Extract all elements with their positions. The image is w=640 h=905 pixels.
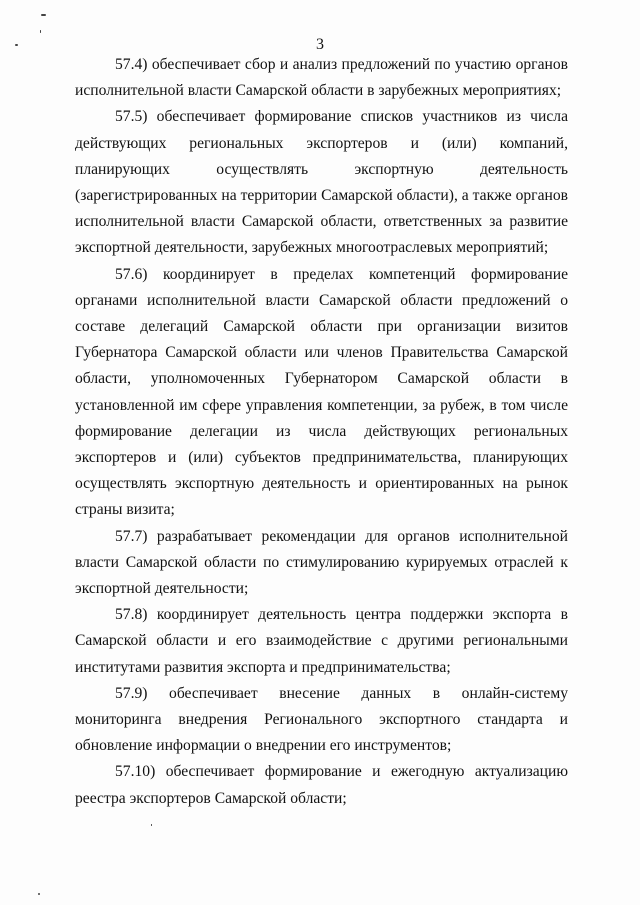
document-body	[75, 52, 568, 812]
scan-speck	[151, 824, 152, 826]
paragraph-57-10: 57.10) обеспечивает формирование и ежегодную актуализацию реестра экспортеров Самарской области;	[75, 763, 568, 807]
paragraph-57-4: 57.4) обеспечивает сбор и анализ предложений по участию органов исполнительной власти Самарской области в зарубежных мероприятиях;	[75, 56, 568, 100]
scan-speck	[40, 30, 41, 33]
scan-speck	[41, 14, 46, 16]
scan-speck	[38, 893, 40, 895]
page-number: 3	[316, 36, 324, 53]
paragraph-57-5: 57.5) обеспечивает формирование списков участников из числа действующих региональных экспортеров и (или) компаний, планирующих осуществлять экспортную деятельность (зарегистрированных на территории Самарской области), а также органов исполнительной власти Самарской области, ответственных за развитие экспортной деятельности, зарубежных многоотраслевых мероприятий;	[75, 108, 568, 257]
paragraph-57-6: 57.6) координирует в пределах компетенций формирование органами исполнительной власти Самарской области предложений о составе делегаций Самарской области при организации визитов Губернатора Самарской области или членов Правительства Самарской области, уполномоченных Губернатором Самарской области в установленной им сфере управления компетенции, за рубеж, в том числе формирование делегации из числа действующих региональных экспортеров и (или) субъектов предпринимательства, планирующих осуществлять экспортную деятельность и ориентированных на рынок страны визита;	[75, 265, 568, 519]
paragraph-57-8: 57.8) координирует деятельность центра поддержки экспорта в Самарской области и его взаимодействие с другими региональными институтами развития экспорта и предпринимательства;	[75, 606, 568, 676]
paragraph-57-7: 57.7) разрабатывает рекомендации для органов исполнительной власти Самарской области по стимулированию курируемых отраслей к экспортной деятельности;	[75, 527, 568, 598]
paragraph-57-9: 57.9) обеспечивает внесение данных в онлайн-систему мониторинга внедрения Регионального экспортного стандарта и обновление информации о внедрении его инструментов;	[75, 684, 568, 755]
